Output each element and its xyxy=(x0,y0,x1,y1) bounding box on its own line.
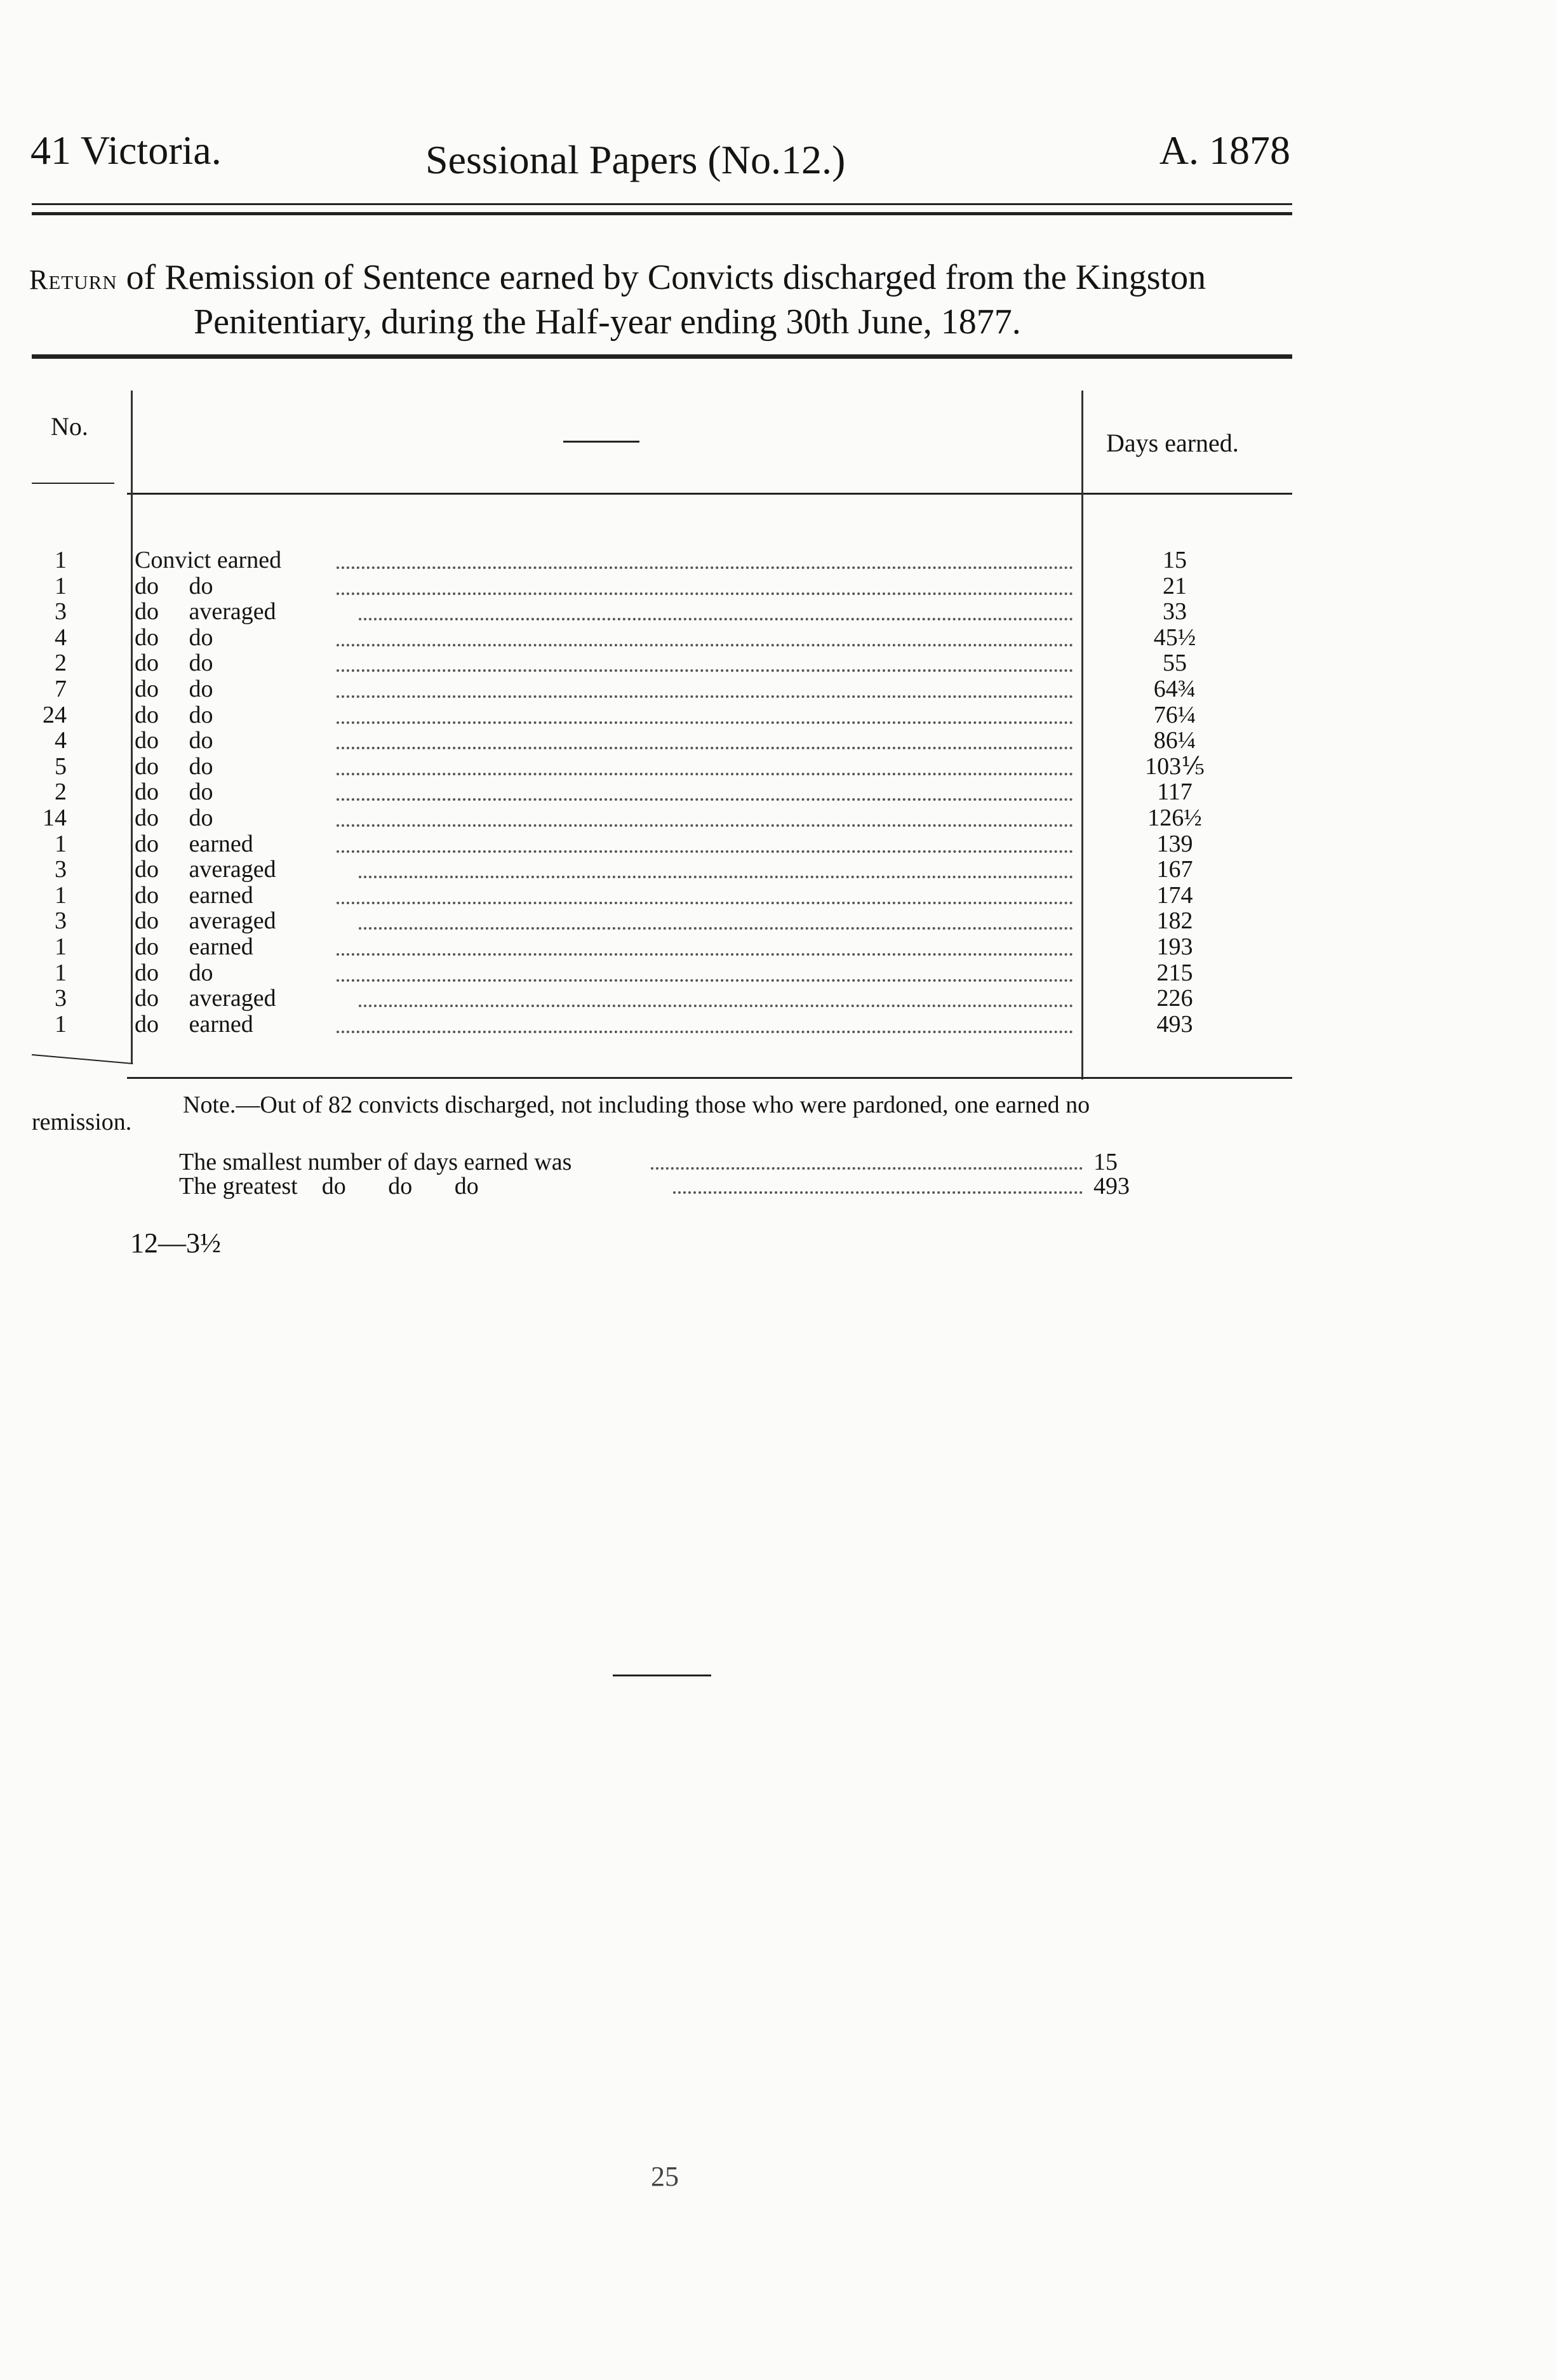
table-row-count: 2 xyxy=(55,779,67,806)
table-row-days: 174 xyxy=(1156,881,1193,909)
table-row-leader xyxy=(337,644,1073,646)
table-row-days: 126½ xyxy=(1147,805,1202,831)
stat-smallest-value: 15 xyxy=(1093,1149,1118,1175)
table-row-leader xyxy=(337,721,1073,724)
stat-smallest-leader xyxy=(651,1167,1083,1170)
table-row-leader xyxy=(337,850,1073,853)
header-right: A. 1878 xyxy=(1159,128,1290,173)
table-row-days: 64¾ xyxy=(1153,676,1196,702)
column-header-no: No. xyxy=(51,412,88,441)
table-row-leader xyxy=(359,876,1073,878)
table-row-description: do do xyxy=(135,752,213,780)
column-divider-left xyxy=(131,391,133,1064)
table-row-description: do do xyxy=(135,676,213,702)
page-reference: 12—3½ xyxy=(130,1227,221,1259)
note-text: Note.—Out of 82 convicts discharged, not including those who were pardoned, one earned no xyxy=(183,1092,1090,1118)
table-row-days: 55 xyxy=(1163,650,1187,677)
table-row-description: do do xyxy=(135,805,213,831)
table-row-leader xyxy=(337,592,1073,595)
page-number: 25 xyxy=(651,2161,679,2192)
table-header-rule xyxy=(127,493,1292,495)
table-row-count: 3 xyxy=(55,856,67,883)
table-row-days: 15 xyxy=(1163,547,1187,573)
table-row-leader xyxy=(337,1031,1073,1033)
table-row-description: do do xyxy=(135,959,213,986)
column-divider-right xyxy=(1081,391,1083,1080)
stat-greatest-label: The greatest do do do xyxy=(179,1173,479,1200)
column-header-days: Days earned. xyxy=(1106,429,1239,457)
title-line1 xyxy=(29,257,1206,298)
table-row-description: do earned xyxy=(135,881,253,909)
table-row-leader xyxy=(359,1005,1073,1007)
table-row-description: do do xyxy=(135,650,213,677)
table-row-count: 1 xyxy=(55,1010,67,1038)
header-rule-bottom xyxy=(32,212,1292,215)
title-line2: Penitentiary, during the Half-year ending 30th June, 1877. xyxy=(194,302,1021,342)
table-row-count: 7 xyxy=(55,676,67,702)
end-dash xyxy=(613,1675,711,1676)
table-row-leader xyxy=(337,798,1073,801)
table-row-count: 4 xyxy=(55,624,67,651)
table-row-description: do do xyxy=(135,701,213,728)
table-row-description: do averaged xyxy=(135,985,276,1012)
table-row-description: do averaged xyxy=(135,598,276,625)
stat-smallest-label: The smallest number of days earned was xyxy=(179,1149,572,1175)
table-row-days: 215 xyxy=(1156,959,1193,986)
table-row-count: 1 xyxy=(55,572,67,599)
table-bottom-rule xyxy=(127,1077,1292,1079)
table-row-description: do do xyxy=(135,624,213,651)
table-row-leader xyxy=(359,927,1073,930)
table-row-description: do earned xyxy=(135,1010,253,1038)
table-row-description: do averaged xyxy=(135,856,276,883)
table-row-count: 1 xyxy=(55,881,67,909)
table-header-rule-left xyxy=(32,483,114,484)
table-row-count: 1 xyxy=(55,933,67,960)
table-row-leader xyxy=(337,773,1073,775)
table-row-count: 3 xyxy=(55,985,67,1012)
table-row-days: 103⅕ xyxy=(1145,752,1205,780)
table-row-description: Convict earned xyxy=(135,547,282,573)
table-row-count: 2 xyxy=(55,650,67,677)
table-row-leader xyxy=(337,824,1073,827)
table-row-description: do earned xyxy=(135,933,253,960)
table-row-days: 21 xyxy=(1163,572,1187,599)
note-text-continued: remission. xyxy=(32,1109,132,1135)
table-row-leader xyxy=(337,953,1073,956)
table-row-days: 33 xyxy=(1163,598,1187,625)
table-row-days: 139 xyxy=(1156,830,1193,857)
table-row-count: 1 xyxy=(55,959,67,986)
table-row-leader xyxy=(337,747,1073,749)
table-row-leader xyxy=(337,669,1073,672)
header-center: Sessional Papers (No.12.) xyxy=(425,137,846,182)
table-row-count: 4 xyxy=(55,727,67,754)
table-row-description: do do xyxy=(135,572,213,599)
table-row-count: 5 xyxy=(55,752,67,780)
table-row-description: do do xyxy=(135,779,213,806)
table-row-days: 86¼ xyxy=(1153,727,1196,754)
table-row-days: 226 xyxy=(1156,985,1193,1012)
table-bottom-rule-left xyxy=(32,1054,133,1064)
table-row-leader xyxy=(337,902,1073,904)
table-row-days: 182 xyxy=(1156,907,1193,935)
table-row-leader xyxy=(337,566,1073,569)
title-line1-text: of Remission of Sentence earned by Convicts discharged from the Kingston xyxy=(117,258,1206,297)
stat-greatest-leader xyxy=(673,1191,1083,1194)
title-lead: Return xyxy=(29,264,117,295)
table-top-rule xyxy=(32,354,1292,359)
column-header-description-dash xyxy=(563,441,639,443)
table-row-description: do earned xyxy=(135,830,253,857)
table-row-days: 493 xyxy=(1156,1010,1193,1038)
table-row-count: 24 xyxy=(43,701,67,728)
header-rule-top xyxy=(32,203,1292,205)
header-left: 41 Victoria. xyxy=(30,128,222,173)
table-row-days: 76¼ xyxy=(1153,701,1196,728)
table-row-leader xyxy=(337,695,1073,698)
table-row-count: 14 xyxy=(43,805,67,831)
table-row-description: do do xyxy=(135,727,213,754)
table-row-days: 45½ xyxy=(1153,624,1196,651)
table-row-count: 3 xyxy=(55,907,67,935)
table-row-leader xyxy=(359,618,1073,620)
table-row-count: 3 xyxy=(55,598,67,625)
table-row-leader xyxy=(337,979,1073,982)
table-row-description: do averaged xyxy=(135,907,276,935)
table-row-days: 193 xyxy=(1156,933,1193,960)
table-row-days: 117 xyxy=(1157,779,1193,806)
stat-greatest-value: 493 xyxy=(1093,1173,1130,1200)
table-row-count: 1 xyxy=(55,830,67,857)
table-row-days: 167 xyxy=(1156,856,1193,883)
table-row-count: 1 xyxy=(55,547,67,573)
